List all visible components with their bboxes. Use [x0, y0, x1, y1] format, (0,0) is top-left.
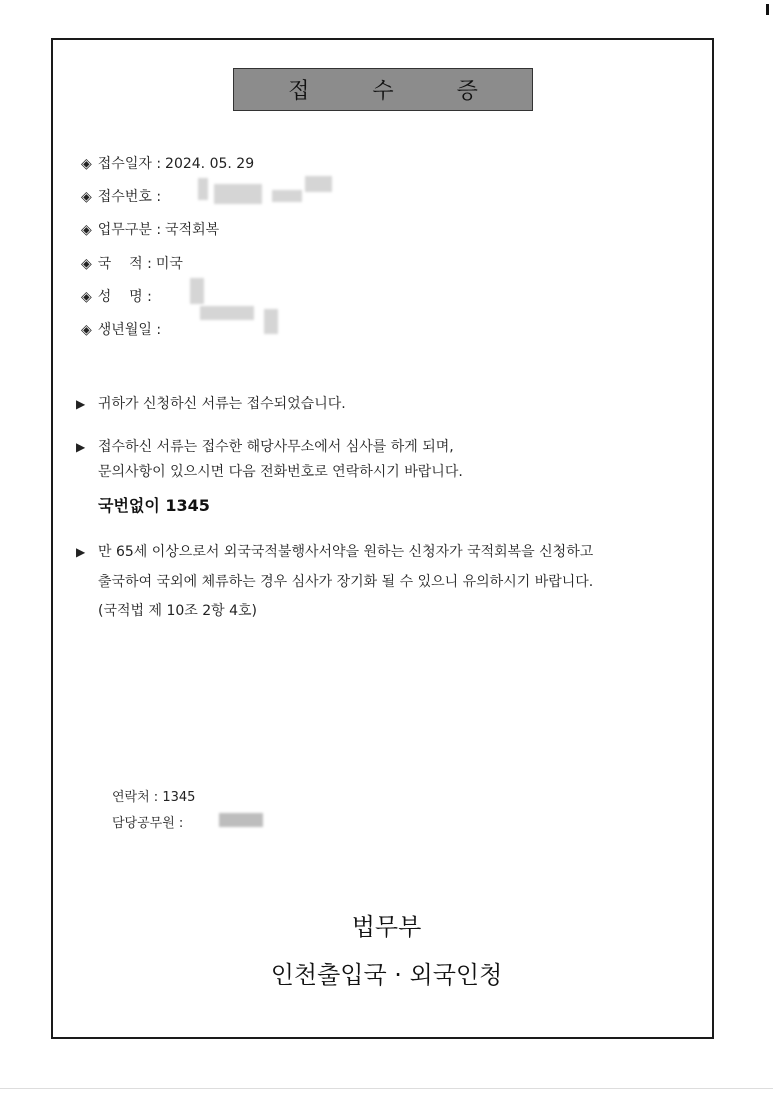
law-reference: (국적법 제 10조 2항 4호) — [98, 603, 258, 619]
type-label: 업무구분 : — [97, 222, 162, 238]
date-label: 접수일자 : — [97, 156, 162, 172]
info-row-type — [81, 219, 219, 239]
diamond-bullet-icon: ◈ — [81, 322, 92, 338]
diamond-bullet-icon: ◈ — [81, 256, 92, 272]
redacted-name — [190, 278, 204, 304]
redacted-receipt-number — [305, 176, 332, 192]
office-name: 인천출입국 · 외국인청 — [270, 961, 503, 989]
redacted-receipt-number — [198, 178, 208, 200]
scan-corner-mark — [766, 4, 769, 15]
nationality-value: 미국 — [155, 256, 183, 272]
contact-phone-value: 1345 — [162, 790, 196, 805]
notice-received-text: 귀하가 신청하신 서류는 접수되었습니다. — [98, 396, 346, 412]
notice-review-text-line1: 접수하신 서류는 접수한 해당사무소에서 심사를 하게 되며, — [98, 439, 454, 455]
receipt-title: 접 수 증 — [288, 79, 506, 104]
notice-received — [76, 393, 346, 413]
diamond-bullet-icon: ◈ — [81, 289, 92, 305]
info-row-date — [81, 153, 254, 173]
diamond-bullet-icon: ◈ — [81, 189, 92, 205]
name-label: 성 명 : — [97, 289, 152, 305]
notice-review-text-line2: 문의사항이 있으시면 다음 전화번호로 연락하시기 바랍니다. — [98, 464, 463, 480]
officer-label: 담당공무원 : — [112, 816, 184, 831]
triangle-bullet-icon: ▶ — [76, 397, 86, 411]
triangle-bullet-icon: ▶ — [76, 440, 86, 454]
redacted-receipt-number — [272, 190, 302, 202]
date-value: 2024. 05. 29 — [165, 156, 255, 172]
type-value: 국적회복 — [165, 222, 220, 238]
info-row-number — [81, 186, 161, 206]
contact-phone-label: 연락처 : — [112, 790, 159, 805]
contact-officer — [112, 812, 183, 831]
redacted-birthdate — [264, 309, 278, 334]
nationality-label: 국 적 : — [97, 256, 152, 272]
ministry-name: 법무부 — [351, 913, 422, 941]
notice-age-65-text-line2: 출국하여 국외에 체류하는 경우 심사가 장기화 될 수 있으니 유의하시기 바랍니다. — [98, 574, 594, 590]
receipt-title-box — [233, 68, 533, 111]
notice-age-65 — [76, 541, 593, 561]
number-label: 접수번호 : — [97, 189, 162, 205]
redacted-receipt-number — [214, 184, 262, 204]
diamond-bullet-icon: ◈ — [81, 222, 92, 238]
info-row-name — [81, 286, 152, 306]
info-row-birth — [81, 319, 161, 339]
page-bottom-edge — [0, 1088, 773, 1089]
diamond-bullet-icon: ◈ — [81, 156, 92, 172]
redacted-birthdate — [200, 306, 254, 320]
birth-label: 생년월일 : — [97, 322, 162, 338]
triangle-bullet-icon: ▶ — [76, 545, 86, 559]
notice-review — [76, 436, 454, 456]
contact-phone — [112, 786, 195, 805]
redacted-officer-name — [219, 813, 263, 827]
hotline-number: 국번없이 1345 — [98, 496, 210, 515]
notice-age-65-text-line1: 만 65세 이상으로서 외국국적불행사서약을 원하는 신청자가 국적회복을 신청하고 — [98, 544, 594, 560]
info-row-nationality — [81, 253, 183, 273]
